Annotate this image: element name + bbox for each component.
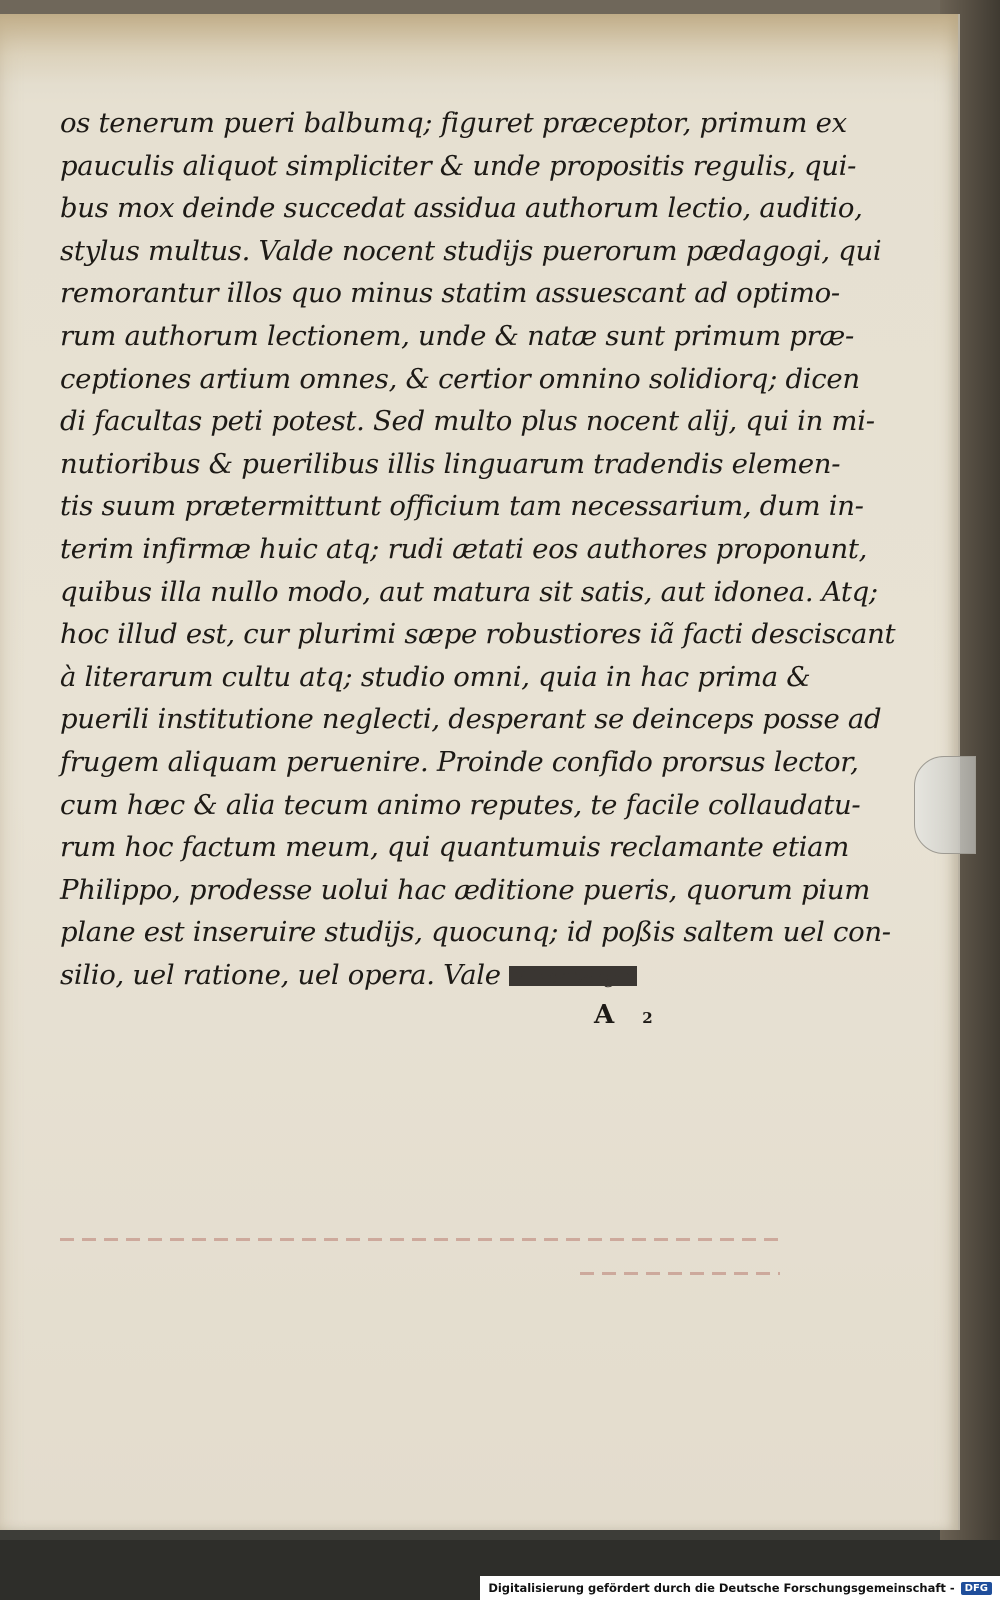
text-line: nutioribus & puerilibus illis linguarum tradendis elemen- <box>60 447 841 480</box>
struck-through-word: Vittenbergæ <box>511 964 635 989</box>
text-line: stylus multus. Valde nocent studijs puerorum pædagogi, qui <box>60 234 882 267</box>
text-line: quibus illa nullo modo, aut matura sit satis, aut idonea. Atq; <box>60 575 878 608</box>
text-line: di facultas peti potest. Sed multo plus nocent alij, qui in mi- <box>60 405 875 438</box>
text-line: bus mox deinde succedat assidua authorum lectio, auditio, <box>60 192 863 225</box>
text-line: os tenerum pueri balbumq; figuret præceptor, primum ex <box>60 107 847 139</box>
text-line: rum authorum lectionem, unde & natæ sunt primum præ- <box>60 319 854 352</box>
text-line: frugem aliquam peruenire. Proinde confido prorsus lector, <box>60 745 859 778</box>
text-line: à literarum cultu atq; studio omni, quia in hac prima & <box>60 660 811 693</box>
text-line-last-content: silio, uel ratione, uel opera. Vale <box>60 958 501 991</box>
signature-mark <box>594 1000 681 1030</box>
text-line: remorantur illos quo minus statim assuescant ad optimo- <box>60 277 840 310</box>
text-line: hoc illud est, cur plurimi sæpe robustiores iã facti desciscant <box>60 618 896 651</box>
footer-bar <box>0 1540 1000 1600</box>
text-line: ceptiones artium omnes, & certior omnino solidiorq; dicen <box>60 362 860 395</box>
page-text <box>60 102 896 996</box>
credit-strip <box>480 1576 1000 1600</box>
text-line: rum hoc factum meum, qui quantumuis reclamante etiam <box>60 831 849 864</box>
text-line: Philippo, prodesse uolui hac æditione pueris, quorum pium <box>60 873 870 906</box>
ink-bleed-through <box>60 1238 780 1241</box>
text-line: puerili institutione neglecti, desperant se deinceps posse ad <box>60 703 882 736</box>
text-line: cum hæc & alia tecum animo reputes, te facile collaudatu- <box>60 788 861 821</box>
signature-number: 2 <box>642 1009 681 1027</box>
text-line: pauculis aliquot simpliciter & unde propositis regulis, qui- <box>60 149 857 182</box>
credit-text: Digitalisierung gefördert durch die Deutsche Forschungsgemeinschaft - <box>488 1581 955 1595</box>
text-line: plane est inseruire studijs, quocunq; id poßis saltem uel con- <box>60 916 891 949</box>
signature-letter: A <box>594 1000 643 1030</box>
text-line-last <box>60 954 800 997</box>
text-line: tis suum prætermittunt officium tam necessarium, dum in- <box>60 490 864 523</box>
dfg-logo: DFG <box>961 1582 992 1595</box>
text-line: terim infirmæ huic atq; rudi ætati eos authores proponunt, <box>60 532 868 565</box>
page-clip <box>914 756 976 854</box>
water-stain <box>0 14 958 84</box>
ink-bleed-through <box>580 1272 780 1275</box>
